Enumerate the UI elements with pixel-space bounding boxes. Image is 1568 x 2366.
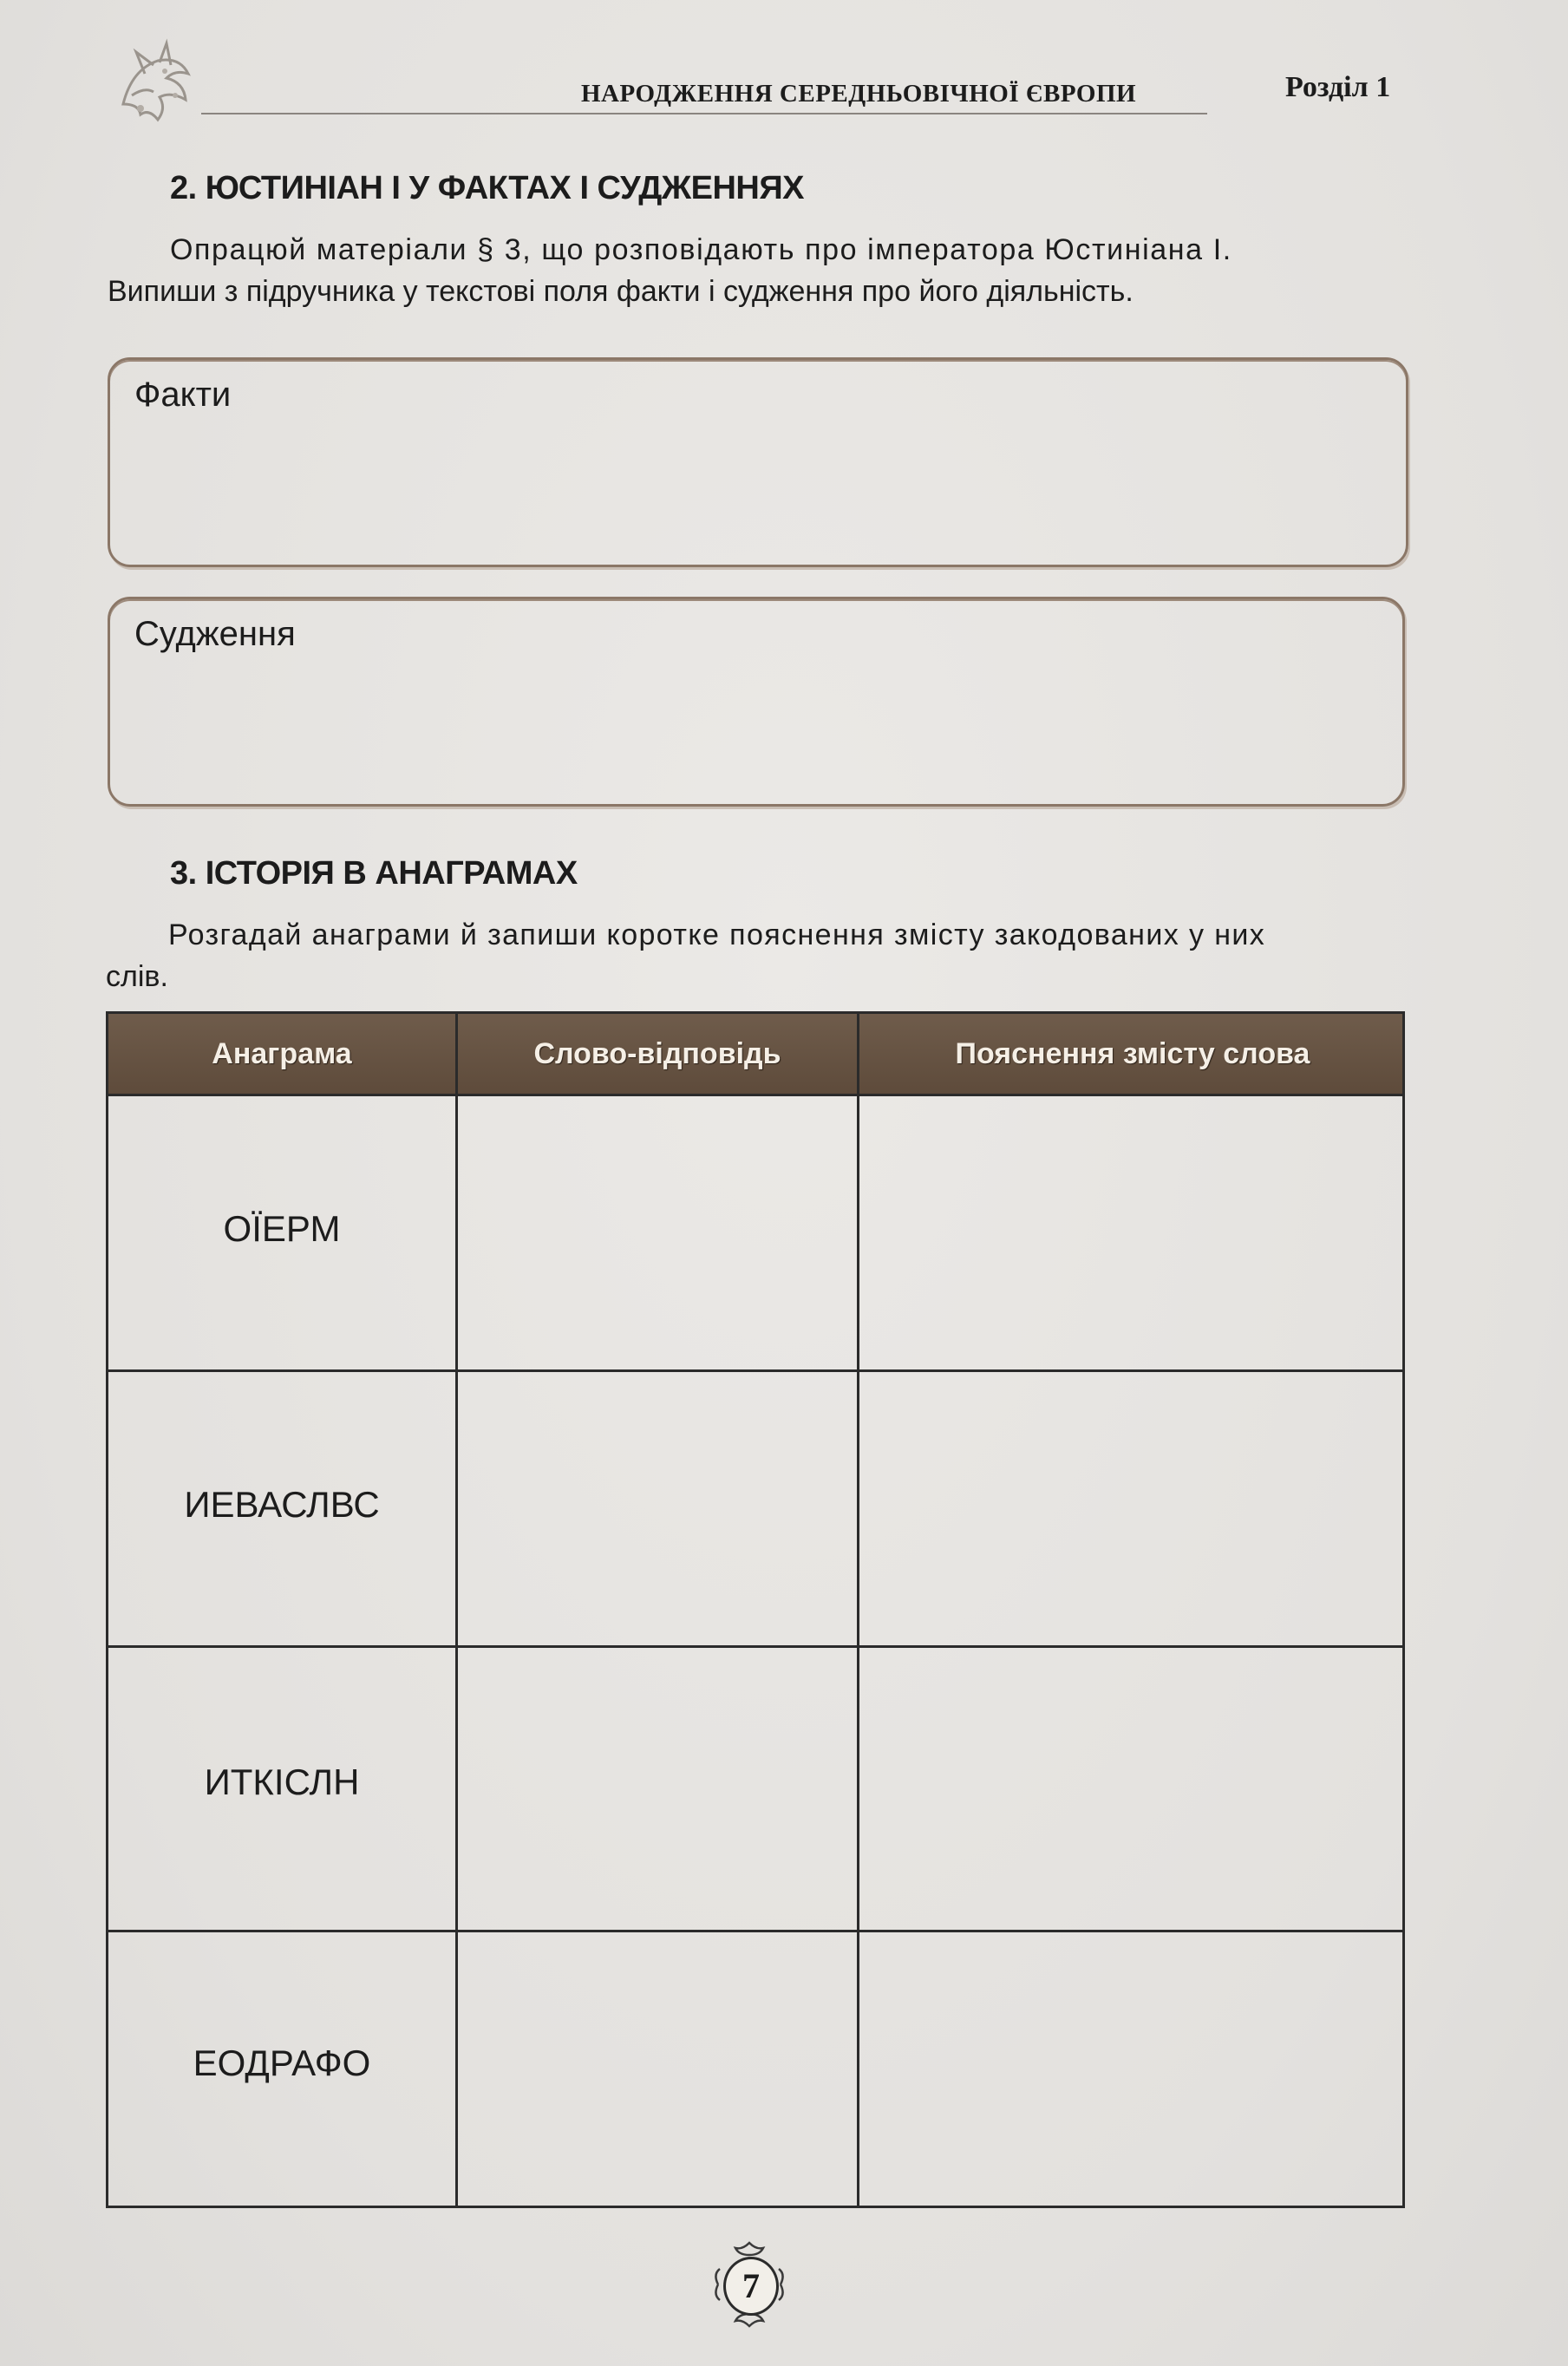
answer-cell[interactable] (458, 1648, 857, 1930)
answer-cell[interactable] (458, 1096, 857, 1369)
anagram-cell: ИТКІСЛН (204, 1761, 360, 1802)
anagram-cell: ОЇЕРМ (223, 1208, 341, 1249)
dragon-emblem-icon (106, 35, 201, 130)
task3-instructions (106, 914, 1407, 997)
table-header (108, 1014, 1402, 1094)
section-label: Розділ 1 (1285, 71, 1391, 103)
explanation-cell[interactable] (859, 1096, 1402, 1369)
header-explanation: Пояснення змісту слова (955, 1037, 1310, 1070)
task2-heading: 2. ЮСТИНІАН І У ФАКТАХ І СУДЖЕННЯХ (170, 170, 805, 206)
explanation-cell[interactable] (859, 1372, 1402, 1645)
task3-text-line2: слів. (106, 960, 168, 993)
task3-heading: 3. ІСТОРІЯ В АНАГРАМАХ (170, 855, 578, 892)
header-answer: Слово-відповідь (533, 1037, 781, 1070)
header-anagram: Анаграма (212, 1037, 352, 1070)
explanation-cell[interactable] (859, 1648, 1402, 1930)
task2-instructions (108, 229, 1412, 312)
facts-field[interactable] (108, 357, 1408, 567)
header-rule (201, 113, 1207, 114)
task2-text-line2: Випиши з підручника у текстові поля факти і судження про його діяльність. (108, 275, 1134, 308)
judgements-field-title: Судження (134, 615, 296, 653)
running-title: НАРОДЖЕННЯ СЕРЕДНЬОВІЧНОЇ ЄВРОПИ (581, 80, 1137, 108)
page-number-ornament (709, 2239, 789, 2330)
task3-text-line1: Розгадай анаграми й запиши коротке пояснення змісту закодованих у них (168, 918, 1266, 951)
anagram-cell: ИЕВАСЛВС (184, 1484, 380, 1525)
answer-cell[interactable] (458, 1372, 857, 1645)
answer-cell[interactable] (458, 1932, 857, 2206)
anagram-table (106, 1011, 1405, 2208)
explanation-cell[interactable] (859, 1932, 1402, 2206)
task2-text-line1: Опрацюй матеріали § 3, що розповідають про імператора Юстиніана І. (170, 233, 1232, 266)
page-number: 7 (723, 2257, 779, 2316)
judgements-field[interactable] (108, 597, 1405, 807)
facts-field-title: Факти (134, 376, 232, 414)
anagram-cell: ЕОДРАФО (193, 2042, 371, 2083)
